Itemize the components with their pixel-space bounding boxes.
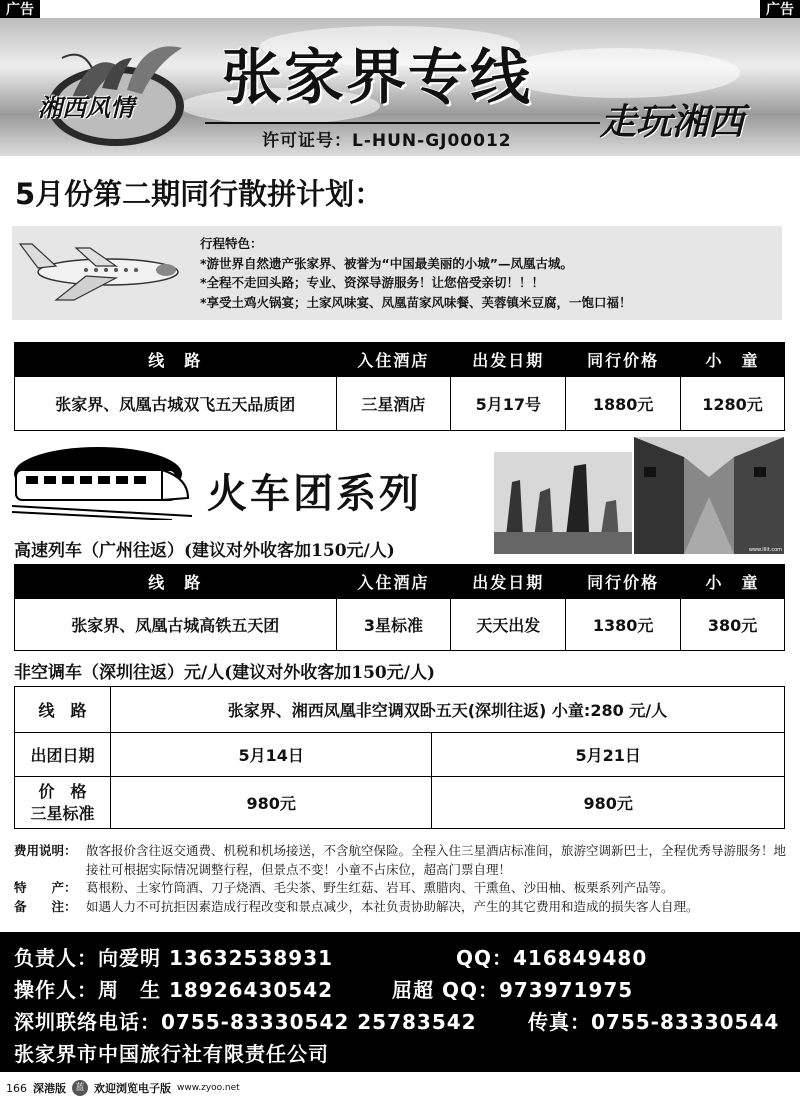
note-text: 葛根粉、土家竹筒酒、刀子烧酒、毛尖茶、野生红菇、岩耳、熏腊肉、干熏鱼、沙田柚、板栗系列产品等。: [86, 880, 674, 895]
contact-bar: [0, 932, 800, 1072]
date-cell: 5月21日: [432, 733, 785, 777]
column-header: 小 童: [681, 343, 785, 377]
license-number: 许可证号：L-HUN-GJ00012: [262, 131, 512, 151]
contact-operator: 操作人：周 生 18926430542: [14, 978, 334, 1002]
contact-fax: 传真：0755-83330544: [528, 1010, 780, 1034]
price-label: [15, 777, 111, 829]
note-row: [14, 842, 790, 879]
column-header: 小 童: [681, 565, 785, 599]
welcome-text: 欢迎浏览电子版: [94, 1082, 171, 1095]
ad-tag-left: 广告: [0, 0, 40, 20]
column-header: 入住酒店: [336, 565, 451, 599]
ad-tag-right: 广告: [760, 0, 800, 20]
company-name: 张家界市中国旅行社有限责任公司: [14, 1042, 329, 1066]
license-divider: [205, 122, 600, 124]
ancient-town-photo: [634, 437, 784, 554]
features-heading: 行程特色：: [200, 236, 263, 251]
date-label: 出团日期: [15, 733, 111, 777]
badge-icon: 蓝: [72, 1080, 88, 1096]
table-row: [15, 599, 785, 651]
main-title: 张家界专线: [222, 43, 532, 113]
feature-item: *游世界自然遗产张家界、被誉为“中国最美丽的小城”—凤凰古城。: [200, 255, 573, 271]
child-price-cell: 1280元: [681, 377, 785, 431]
hotel-cell: 三星酒店: [336, 377, 451, 431]
route-cell: 张家界、凤凰古城双飞五天品质团: [15, 377, 337, 431]
note-row: [14, 879, 790, 898]
column-header: 出发日期: [451, 343, 566, 377]
route-value: 张家界、湘西凤凰非空调双卧五天(深圳往返) 小童:280 元/人: [110, 687, 784, 733]
child-price-cell: 380元: [681, 599, 785, 651]
page-number: 166: [6, 1081, 27, 1095]
nonac-label: 非空调车（深圳往返）元/人(建议对外收客加150元/人): [14, 663, 435, 683]
contact-phone: 深圳联络电话：0755-83330542 25783542: [14, 1010, 477, 1034]
note-label: 特 产：: [14, 880, 77, 895]
contact-manager: 负责人：向爱明 13632538931: [14, 946, 334, 970]
page-footer: [0, 1076, 800, 1100]
note-label: 费用说明：: [14, 843, 77, 858]
edition-label: 深港版: [33, 1082, 66, 1095]
price-label-line: 三星标准: [30, 803, 95, 823]
column-header: 线 路: [15, 565, 337, 599]
contact-manager-qq: QQ：416849480: [456, 946, 648, 970]
table-row: [15, 733, 785, 777]
airplane-icon: [16, 238, 182, 302]
features-list: [200, 234, 632, 312]
route-cell: 张家界、凤凰古城高铁五天团: [15, 599, 337, 651]
note-text: 如遇人力不可抗拒因素造成行程改变和景点减少，本社负责协助解决，产生的其它费用和造成的损失客人自理。: [86, 898, 699, 914]
table-row: [15, 687, 785, 733]
train-icon: [12, 446, 192, 520]
plan-title: 5月份第二期同行散拼计划：: [15, 177, 384, 211]
column-header: 同行价格: [566, 343, 681, 377]
note-text: 散客报价含往返交通费、机税和机场接送，不含航空保险。全程入住三星酒店标准间，旅游空调新巴士，全程优秀导游服务！地接社可根据实际情况调整行程，但景点不变！小童不占床位，超高门票自理！: [86, 843, 787, 877]
price-label-line: 价 格: [38, 781, 87, 801]
column-header: 同行价格: [566, 565, 681, 599]
price-cell: 980元: [110, 777, 432, 829]
hotel-cell: 3星标准: [336, 599, 451, 651]
feature-item: *全程不走回头路；专业、资深导游服务！让您倍受亲切！！！: [200, 275, 545, 290]
logo-text: 湘西风情: [38, 94, 134, 122]
photo-caption: www.lllit.com: [748, 547, 782, 553]
price-cell: 1380元: [566, 599, 681, 651]
flight-route-table: [14, 342, 785, 431]
date-cell: 天天出发: [451, 599, 566, 651]
date-cell: 5月14日: [110, 733, 432, 777]
highspeed-label: 高速列车（广州往返）(建议对外收客加150元/人): [14, 541, 395, 561]
column-header: 入住酒店: [336, 343, 451, 377]
highspeed-route-table: [14, 564, 785, 651]
contact-operator-qq: 屈超 QQ：973971975: [392, 978, 634, 1002]
feature-item: *享受土鸡火锅宴；土家风味宴、凤凰苗家风味餐、芙蓉镇米豆腐，一饱口福！: [200, 294, 632, 310]
table-row: [15, 377, 785, 431]
notes-section: [14, 842, 790, 916]
price-cell: 980元: [432, 777, 785, 829]
table-row: [15, 777, 785, 829]
train-series-title: 火车团系列: [207, 471, 422, 517]
mountain-photo: [494, 452, 632, 554]
footer-url[interactable]: www.zyoo.net: [177, 1083, 240, 1093]
nonac-route-table: [14, 686, 785, 829]
price-cell: 1880元: [566, 377, 681, 431]
slogan: 走玩湘西: [600, 101, 745, 143]
column-header: 线 路: [15, 343, 337, 377]
note-row: [14, 898, 790, 917]
route-label: 线 路: [15, 687, 111, 733]
note-label: 备 注：: [14, 898, 77, 914]
date-cell: 5月17号: [451, 377, 566, 431]
column-header: 出发日期: [451, 565, 566, 599]
